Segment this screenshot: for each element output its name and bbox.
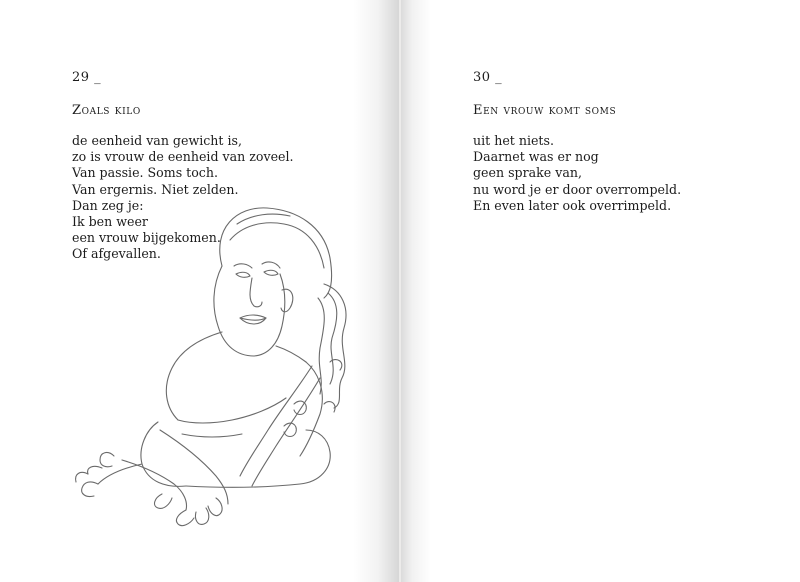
poem-line: de eenheid van gewicht is, bbox=[72, 133, 242, 148]
page-number-left: 29 _ bbox=[72, 70, 102, 85]
left-page bbox=[0, 0, 399, 582]
poem-line: Van ergernis. Niet zelden. bbox=[72, 181, 239, 197]
poem-line: Dan zeg je: bbox=[72, 197, 144, 213]
poem-line: Van passie. Soms toch. bbox=[72, 165, 218, 181]
poem-line: Daarnet was er nog bbox=[473, 149, 599, 165]
poem-body-right bbox=[473, 133, 681, 214]
line-drawing-seated-woman bbox=[62, 198, 362, 528]
poem-line: zo is vrouw de eenheid van zoveel. bbox=[72, 149, 294, 165]
right-page bbox=[401, 0, 800, 582]
poem-line: En even later ook overrimpeld. bbox=[473, 197, 672, 213]
gutter-shadow-right bbox=[401, 0, 431, 582]
poem-line: Of afgevallen. bbox=[72, 246, 161, 262]
poem-title-left: Zoals kilo bbox=[72, 103, 141, 118]
page-number-right: 30 _ bbox=[473, 70, 503, 85]
poem-title-right: Een vrouw komt soms bbox=[473, 103, 617, 118]
poem-line: Ik ben weer bbox=[72, 214, 148, 230]
poem-line: een vrouw bijgekomen. bbox=[72, 230, 221, 246]
poem-line: uit het niets. bbox=[473, 133, 554, 148]
poem-line: nu word je er door overrompeld. bbox=[473, 181, 682, 197]
poem-line: geen sprake van, bbox=[473, 165, 582, 181]
